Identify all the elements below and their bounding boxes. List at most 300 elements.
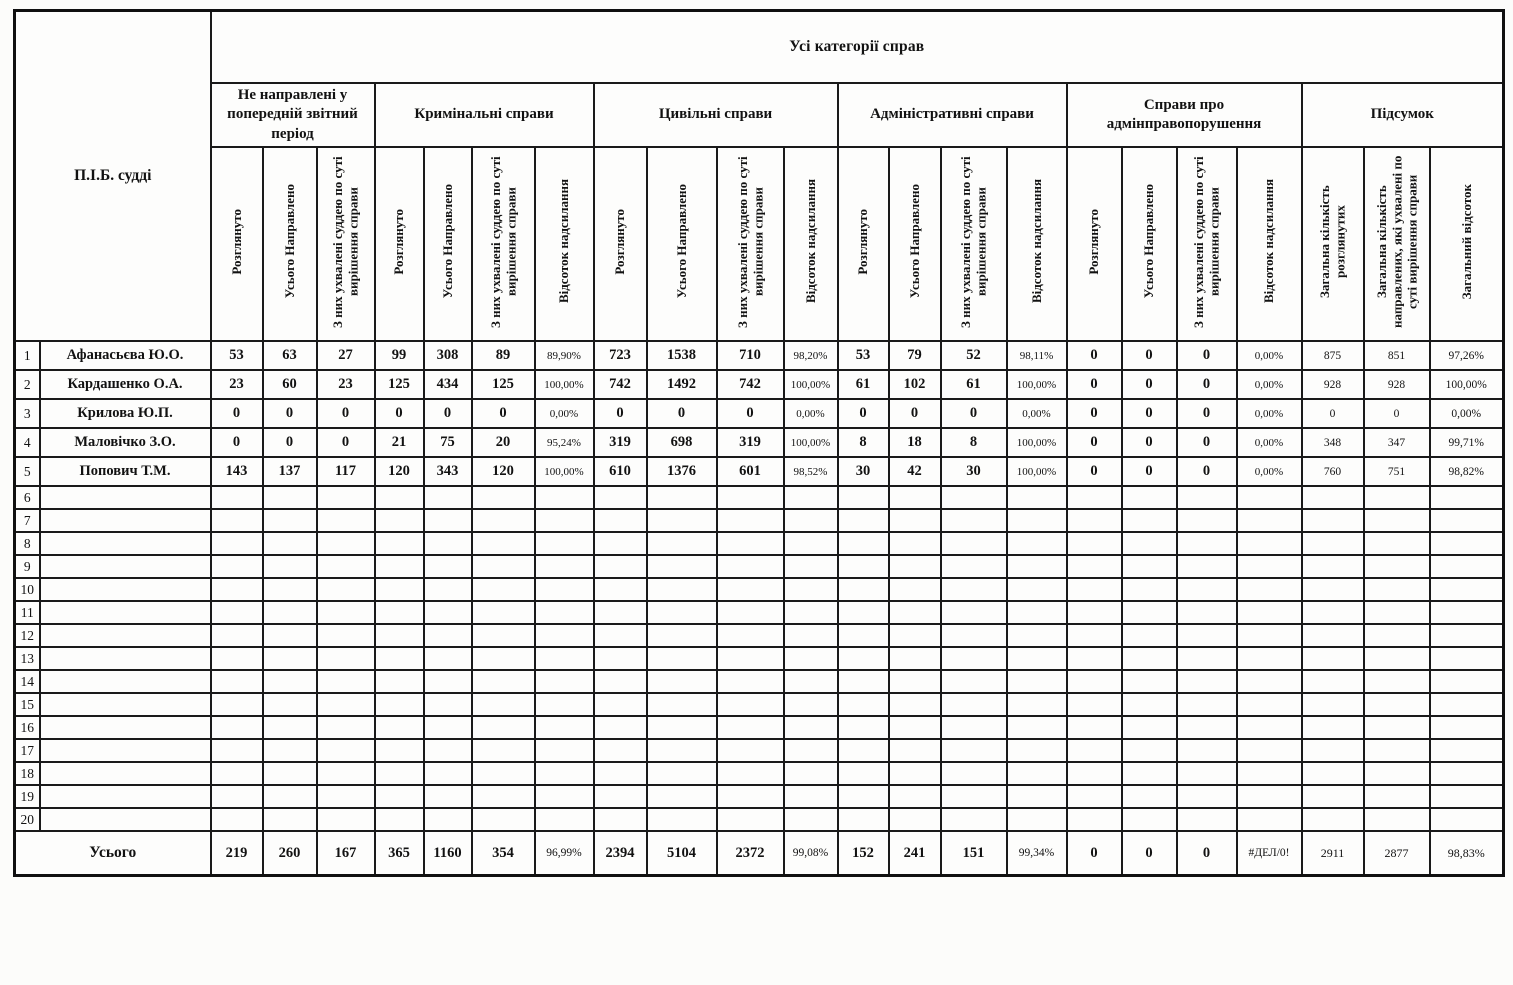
value-cell [889,647,941,670]
value-cell [211,739,263,762]
value-cell [424,739,472,762]
value-cell [211,532,263,555]
value-cell [1067,578,1122,601]
value-cell [1364,624,1430,647]
value-cell [717,624,784,647]
value-cell: 53 [838,341,889,370]
table-footer [15,831,1504,876]
table-body [15,341,1504,831]
judge-row [15,739,1504,762]
column-header [263,147,317,341]
value-cell [472,716,535,739]
value-cell: 100,00% [784,370,838,399]
column-header [889,147,941,341]
value-cell [1364,601,1430,624]
value-cell [535,624,594,647]
value-cell [1430,647,1504,670]
value-cell [838,762,889,785]
column-header-label: Загальна кількість розглянутих [1317,185,1348,298]
value-cell [1007,762,1067,785]
value-cell [1364,486,1430,509]
value-cell: 79 [889,341,941,370]
value-cell [424,578,472,601]
value-cell: 30 [941,457,1007,486]
column-header [375,147,424,341]
value-cell: 100,00% [1430,370,1504,399]
value-cell: 0 [424,399,472,428]
value-cell [889,601,941,624]
value-cell [647,624,717,647]
value-cell: 723 [594,341,647,370]
value-cell [838,670,889,693]
value-cell [838,555,889,578]
value-cell: 0 [211,399,263,428]
value-cell [263,578,317,601]
value-cell [784,716,838,739]
value-cell [889,624,941,647]
value-cell [1430,578,1504,601]
value-cell: 0 [1177,370,1237,399]
judge-name-cell: Попович Т.М. [40,457,211,486]
value-cell [1364,647,1430,670]
value-cell: 0,00% [1237,428,1302,457]
value-cell [594,739,647,762]
value-cell [375,716,424,739]
total-value-cell: #ДЕЛ/0! [1237,831,1302,876]
value-cell [647,785,717,808]
value-cell [211,762,263,785]
value-cell [263,601,317,624]
value-cell [784,647,838,670]
value-cell [941,486,1007,509]
judge-row [15,486,1504,509]
value-cell [838,509,889,532]
value-cell [535,670,594,693]
value-cell: 710 [717,341,784,370]
judge-name-cell [40,739,211,762]
value-cell [535,647,594,670]
value-cell [1007,785,1067,808]
value-cell: 89 [472,341,535,370]
value-cell [535,486,594,509]
value-cell [941,509,1007,532]
value-cell [1007,808,1067,831]
value-cell [1430,601,1504,624]
total-value-cell: 219 [211,831,263,876]
value-cell: 99,71% [1430,428,1504,457]
value-cell: 751 [1364,457,1430,486]
column-header-label: Розглянуто [612,208,628,275]
value-cell [472,785,535,808]
total-value-cell: 98,83% [1430,831,1504,876]
value-cell [1302,670,1364,693]
column-header-label: Загальна кількість направлених, які ухвалені по суті вирішення справи [1373,155,1420,328]
value-cell [317,785,375,808]
value-cell: 0 [717,399,784,428]
value-cell [535,601,594,624]
column-header-label: Загальний відсоток [1458,183,1474,300]
value-cell [375,785,424,808]
value-cell [1364,739,1430,762]
judge-name-cell: Маловічко З.О. [40,428,211,457]
value-cell [941,716,1007,739]
judge-row [15,785,1504,808]
value-cell: 98,11% [1007,341,1067,370]
value-cell [1177,808,1237,831]
value-cell [1302,808,1364,831]
value-cell [1177,716,1237,739]
value-cell: 100,00% [1007,457,1067,486]
value-cell [1364,532,1430,555]
value-cell [1122,509,1177,532]
group-header-not-sent-previous: Не направлені у попередній звітний період [211,83,375,147]
value-cell: 137 [263,457,317,486]
judge-row [15,647,1504,670]
value-cell [375,532,424,555]
value-cell [263,785,317,808]
value-cell: 0 [472,399,535,428]
value-cell [1177,578,1237,601]
column-header [941,147,1007,341]
value-cell: 23 [317,370,375,399]
value-cell [838,532,889,555]
value-cell: 0 [1302,399,1364,428]
value-cell: 100,00% [1007,370,1067,399]
value-cell [889,555,941,578]
value-cell [941,762,1007,785]
value-cell [472,670,535,693]
value-cell: 0 [1122,457,1177,486]
value-cell: 100,00% [1007,428,1067,457]
value-cell [1007,670,1067,693]
row-number-cell: 11 [15,601,40,624]
judge-row [15,808,1504,831]
row-number-cell: 13 [15,647,40,670]
value-cell [1007,532,1067,555]
judge-name-cell [40,486,211,509]
column-header-label: Розглянуто [391,208,407,275]
value-cell [424,555,472,578]
total-value-cell: 2911 [1302,831,1364,876]
column-header [838,147,889,341]
value-cell [1122,624,1177,647]
value-cell [1122,808,1177,831]
value-cell [211,601,263,624]
value-cell [375,601,424,624]
judge-row [15,693,1504,716]
value-cell [472,739,535,762]
judge-name-cell [40,762,211,785]
total-value-cell: 1160 [424,831,472,876]
value-cell [594,693,647,716]
value-cell: 760 [1302,457,1364,486]
column-header-label: З них ухвалені суддею по суті вирішення справи [958,155,989,328]
value-cell [717,739,784,762]
value-cell: 434 [424,370,472,399]
value-cell [1007,578,1067,601]
value-cell [1430,532,1504,555]
value-cell: 0 [838,399,889,428]
value-cell: 1538 [647,341,717,370]
column-header [1177,147,1237,341]
value-cell [1067,670,1122,693]
value-cell: 0 [1067,399,1122,428]
value-cell [263,670,317,693]
judge-row [15,509,1504,532]
value-cell [1364,693,1430,716]
value-cell: 319 [594,428,647,457]
value-cell [1177,670,1237,693]
value-cell [375,624,424,647]
value-cell: 97,26% [1430,341,1504,370]
value-cell [211,693,263,716]
value-cell [1122,486,1177,509]
value-cell [375,808,424,831]
judge-name-cell [40,716,211,739]
value-cell [647,532,717,555]
value-cell: 102 [889,370,941,399]
judge-name-cell [40,578,211,601]
value-cell [889,578,941,601]
value-cell [889,739,941,762]
value-cell: 27 [317,341,375,370]
value-cell [535,509,594,532]
judge-name-cell: Афанасьєва Ю.О. [40,341,211,370]
value-cell [1122,762,1177,785]
value-cell [211,647,263,670]
judge-row [15,578,1504,601]
value-cell [211,716,263,739]
value-cell [941,785,1007,808]
row-number-cell: 20 [15,808,40,831]
column-header-label: Відсоток надсилання [556,179,572,304]
column-header [784,147,838,341]
value-cell [717,532,784,555]
value-cell [1237,555,1302,578]
column-header-label: Розглянуто [855,208,871,275]
row-number-cell: 8 [15,532,40,555]
value-cell [717,670,784,693]
value-cell [211,808,263,831]
value-cell [317,509,375,532]
value-cell: 143 [211,457,263,486]
value-cell [535,785,594,808]
judge-name-cell [40,601,211,624]
value-cell [424,808,472,831]
value-cell [717,486,784,509]
value-cell [1237,785,1302,808]
value-cell [1237,739,1302,762]
total-value-cell: 99,34% [1007,831,1067,876]
column-header-label: Усього Направлено [281,184,297,299]
value-cell [472,601,535,624]
value-cell: 125 [472,370,535,399]
value-cell: 89,90% [535,341,594,370]
value-cell: 875 [1302,341,1364,370]
judge-name-cell [40,624,211,647]
value-cell [594,509,647,532]
total-value-cell: 0 [1122,831,1177,876]
judge-row [15,428,1504,457]
value-cell [1177,509,1237,532]
column-header [594,147,647,341]
value-cell [211,578,263,601]
value-cell: 0 [1122,370,1177,399]
value-cell [1177,693,1237,716]
value-cell [594,624,647,647]
value-cell [838,624,889,647]
value-cell: 95,24% [535,428,594,457]
value-cell [1302,624,1364,647]
value-cell [1302,532,1364,555]
value-cell [263,762,317,785]
value-cell [784,555,838,578]
value-cell [647,486,717,509]
value-cell: 8 [941,428,1007,457]
total-value-cell: 0 [1067,831,1122,876]
judge-name-cell [40,693,211,716]
value-cell: 0 [1122,341,1177,370]
value-cell [838,739,889,762]
value-cell [941,670,1007,693]
value-cell [1237,670,1302,693]
value-cell: 0 [1122,399,1177,428]
value-cell [784,486,838,509]
value-cell [317,716,375,739]
total-row [15,831,1504,876]
value-cell [424,693,472,716]
value-cell [784,624,838,647]
value-cell: 851 [1364,341,1430,370]
total-label-cell: Усього [15,831,211,876]
value-cell: 0 [317,428,375,457]
row-number-cell: 14 [15,670,40,693]
value-cell [889,808,941,831]
total-value-cell: 2394 [594,831,647,876]
column-header [717,147,784,341]
column-header-label: З них ухвалені суддею по суті вирішення справи [487,155,518,328]
value-cell [1177,486,1237,509]
value-cell: 0 [317,399,375,428]
column-header [1067,147,1122,341]
value-cell [317,762,375,785]
value-cell [784,601,838,624]
value-cell [717,601,784,624]
value-cell [1430,486,1504,509]
value-cell [1302,785,1364,808]
value-cell [1067,555,1122,578]
value-cell [472,578,535,601]
value-cell: 0 [375,399,424,428]
value-cell: 30 [838,457,889,486]
value-cell: 60 [263,370,317,399]
judge-row [15,624,1504,647]
value-cell: 98,20% [784,341,838,370]
row-number-cell: 10 [15,578,40,601]
judge-name-cell: Кардашенко О.А. [40,370,211,399]
value-cell [1177,785,1237,808]
value-cell: 348 [1302,428,1364,457]
row-number-cell: 2 [15,370,40,399]
value-cell: 928 [1302,370,1364,399]
value-cell: 0 [263,428,317,457]
value-cell: 0,00% [1237,457,1302,486]
value-cell [594,785,647,808]
value-cell [1364,762,1430,785]
value-cell: 21 [375,428,424,457]
value-cell [1007,624,1067,647]
value-cell [424,486,472,509]
value-cell [1302,647,1364,670]
value-cell [1067,486,1122,509]
total-value-cell: 152 [838,831,889,876]
judge-row [15,457,1504,486]
value-cell: 18 [889,428,941,457]
value-cell [594,808,647,831]
value-cell [317,670,375,693]
value-cell: 61 [941,370,1007,399]
value-cell: 601 [717,457,784,486]
value-cell: 98,52% [784,457,838,486]
value-cell [647,647,717,670]
value-cell: 343 [424,457,472,486]
value-cell [1122,647,1177,670]
value-cell [535,555,594,578]
value-cell [472,647,535,670]
value-cell [1122,601,1177,624]
value-cell [889,509,941,532]
value-cell [1177,601,1237,624]
value-cell [1302,716,1364,739]
value-cell [1430,785,1504,808]
value-cell [838,647,889,670]
column-header-label: Відсоток надсилання [1261,179,1277,304]
row-number-cell: 17 [15,739,40,762]
value-cell: 120 [472,457,535,486]
row-number-cell: 1 [15,341,40,370]
value-cell [784,785,838,808]
value-cell [941,739,1007,762]
row-number-cell: 4 [15,428,40,457]
judge-row [15,370,1504,399]
value-cell [317,555,375,578]
value-cell: 928 [1364,370,1430,399]
value-cell [717,716,784,739]
value-cell [889,670,941,693]
value-cell [1237,808,1302,831]
value-cell [594,762,647,785]
column-header [1237,147,1302,341]
value-cell [535,578,594,601]
value-cell [535,808,594,831]
value-cell [1237,693,1302,716]
value-cell: 75 [424,428,472,457]
value-cell: 117 [317,457,375,486]
value-cell [1430,693,1504,716]
column-header [317,147,375,341]
table-header [15,11,1504,342]
value-cell [535,532,594,555]
value-cell [317,486,375,509]
value-cell: 20 [472,428,535,457]
value-cell: 742 [594,370,647,399]
judge-row [15,670,1504,693]
column-header-label: Усього Направлено [1141,184,1157,299]
value-cell [594,532,647,555]
value-cell [1430,670,1504,693]
value-cell [472,693,535,716]
value-cell [375,486,424,509]
